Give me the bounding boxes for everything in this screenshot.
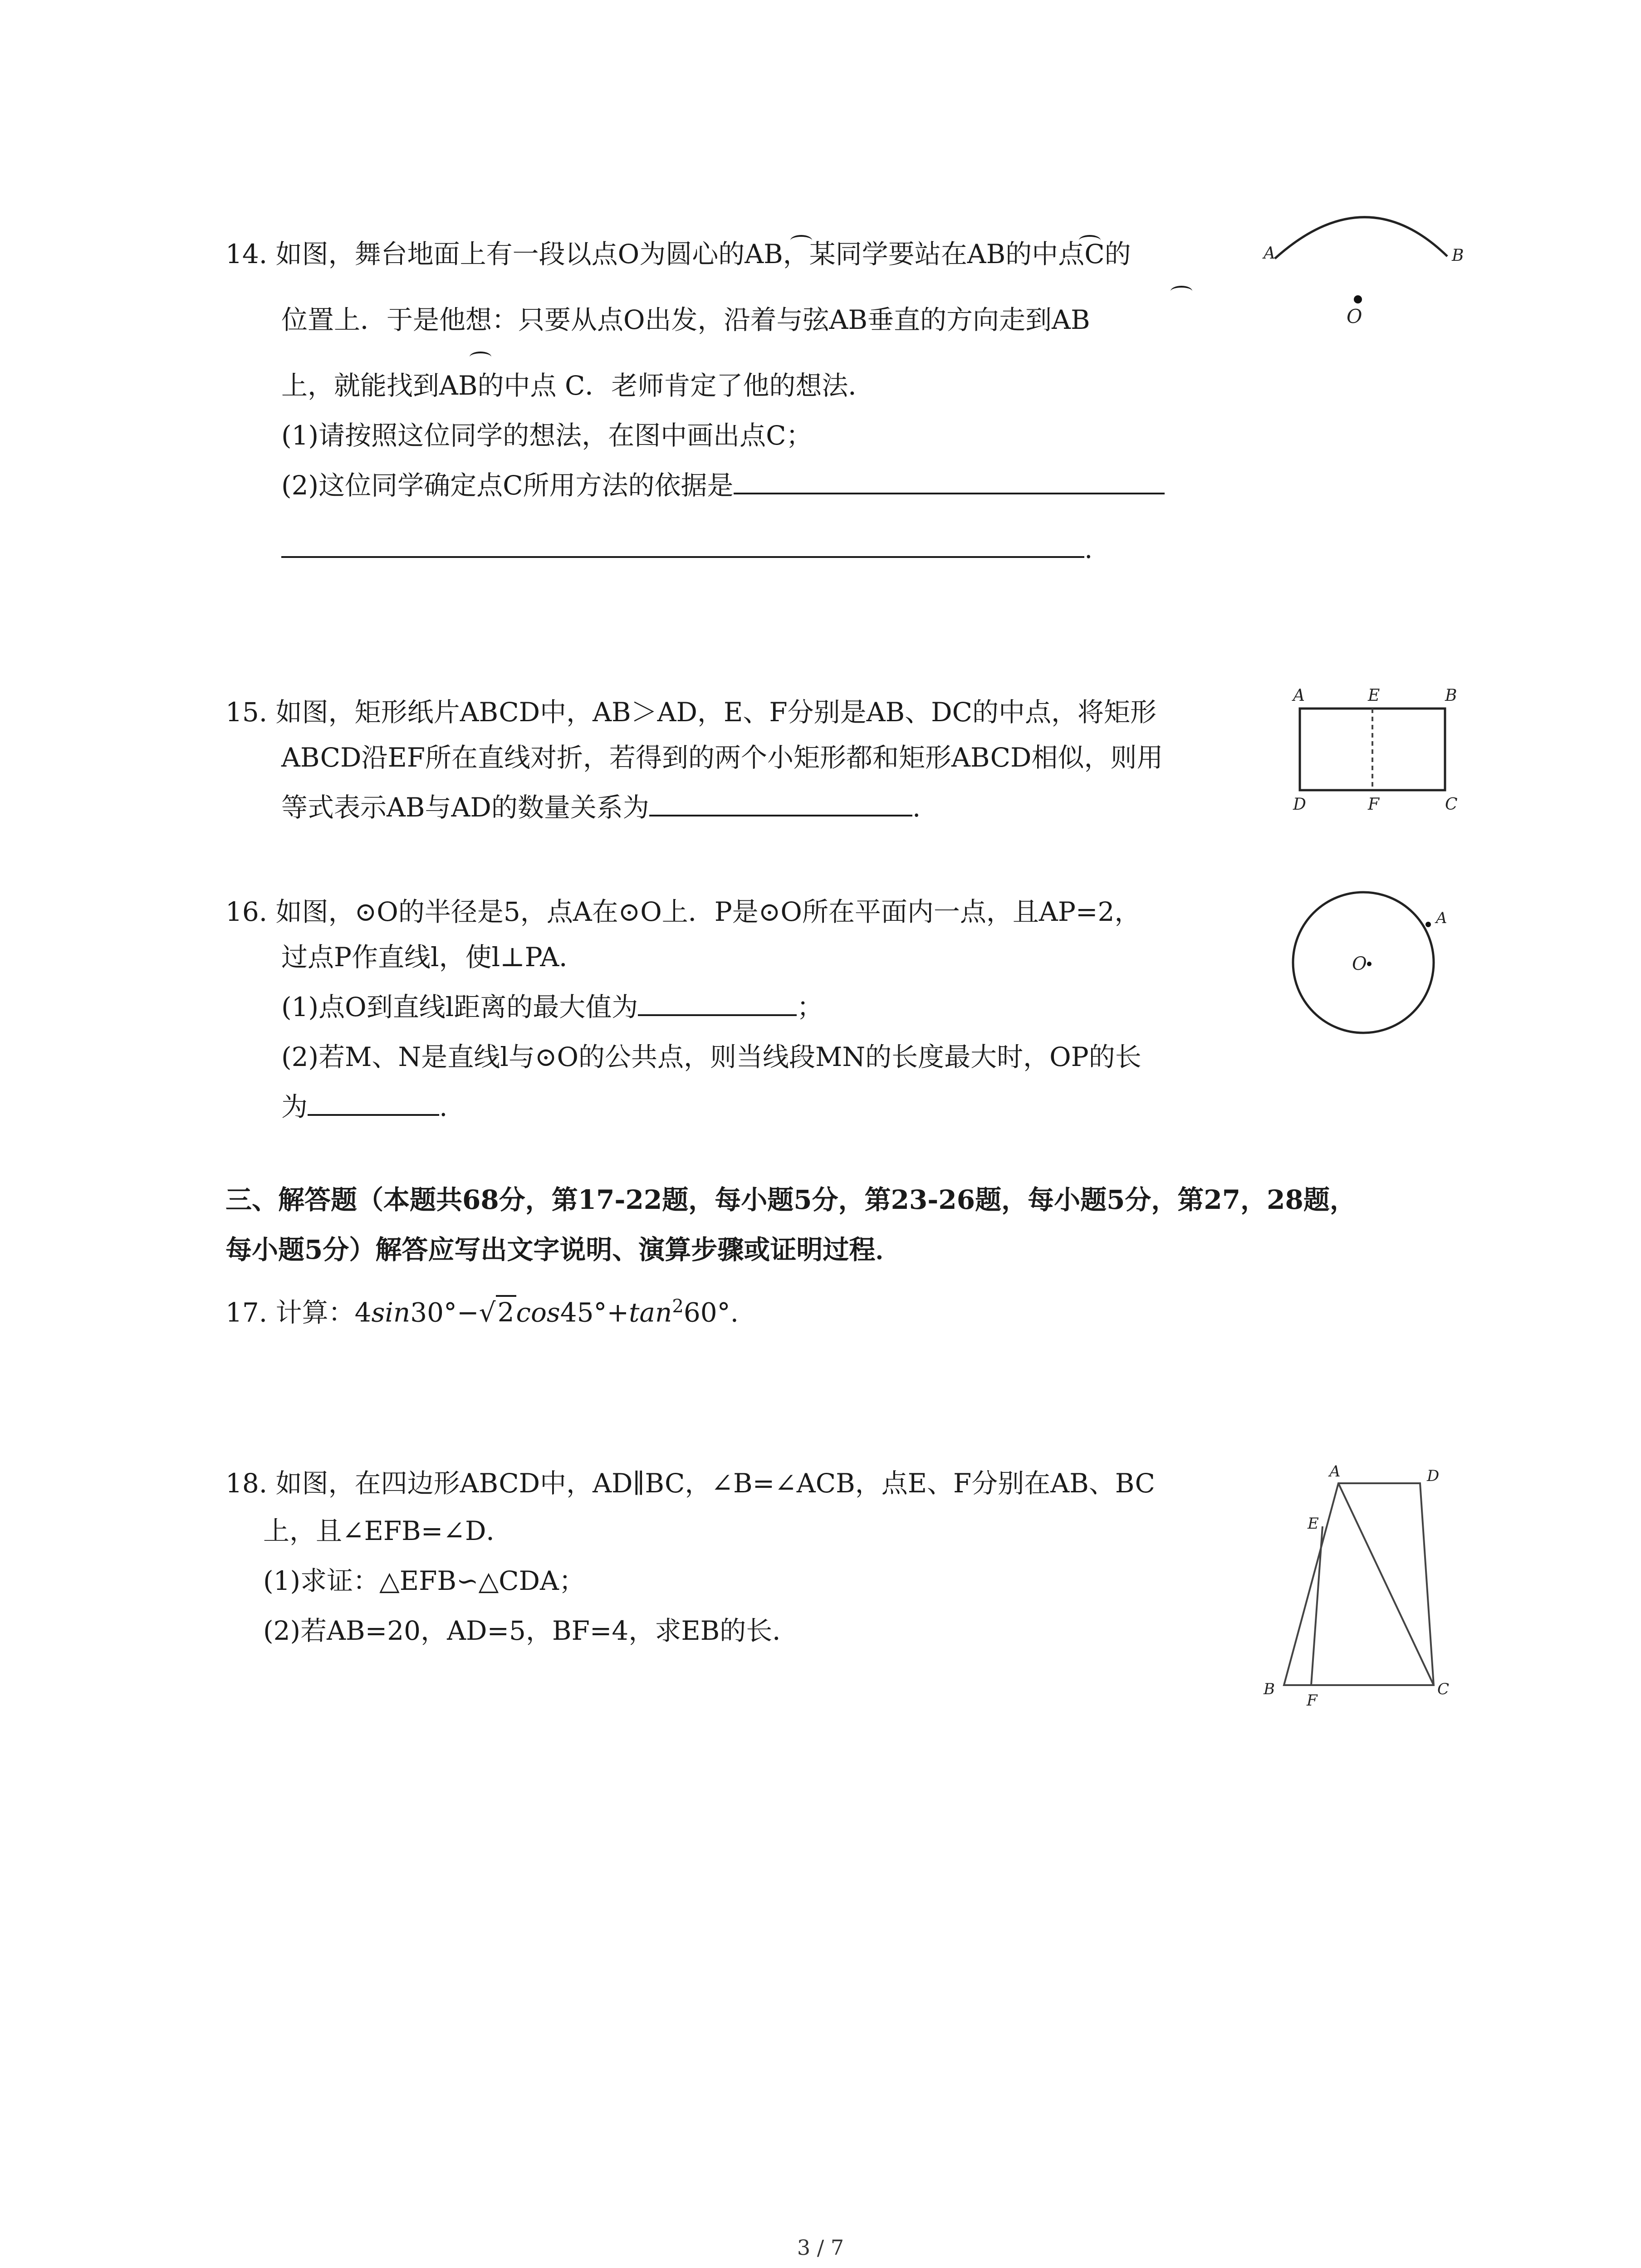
exponent: 2 xyxy=(672,1296,684,1317)
label-c: C xyxy=(1445,795,1458,814)
angle-30: 30°− xyxy=(410,1297,479,1328)
sqrt-sign: √ xyxy=(479,1297,496,1328)
label-f: F xyxy=(1307,1691,1318,1710)
label-e: E xyxy=(1368,686,1380,705)
q14-end: . xyxy=(1084,533,1093,564)
q14-line-1: 14. 如图，舞台地面上有一段以点O为圆心的AB，某同学要站在AB的中点C的 xyxy=(225,239,1131,269)
q15-end: . xyxy=(912,792,921,823)
label-a: A xyxy=(1293,686,1305,705)
answer-blank[interactable] xyxy=(638,989,797,1016)
label-f: F xyxy=(1368,795,1379,814)
label-o: O xyxy=(1347,305,1362,327)
label-b: B xyxy=(1452,246,1464,265)
q14-question-2: (2)这位同学确定点C所用方法的依据是 xyxy=(281,470,734,501)
q14-line-5 xyxy=(281,467,1165,503)
label-b: B xyxy=(1264,1680,1275,1698)
angle-60: 60°. xyxy=(683,1297,739,1328)
q14-line-6 xyxy=(281,531,1092,567)
q15-line-1: 15. 如图，矩形纸片ABCD中，AB＞AD，E、F分别是AB、DC的中点，将矩形 xyxy=(225,697,1157,728)
q18-line-1: 18. 如图，在四边形ABCD中，AD∥BC，∠B=∠ACB，点E、F分别在AB、BC xyxy=(225,1468,1155,1499)
angle-45: 45°+ xyxy=(560,1297,629,1328)
label-b: B xyxy=(1445,686,1457,705)
q15-line-2: ABCD沿EF所在直线对折，若得到的两个小矩形都和矩形ABCD相似，则用 xyxy=(281,742,1163,773)
arc-mark xyxy=(790,235,812,246)
section-3-heading-line-1: 三、解答题（本题共68分，第17-22题，每小题5分，第23-26题，每小题5分，第27，28题， xyxy=(225,1184,1356,1215)
q18-quadrilateral-figure xyxy=(1257,1456,1470,1710)
q17-line xyxy=(225,1288,739,1330)
q16-question-2: 为 xyxy=(281,1091,308,1122)
q16-question-1: (1)点O到直线l距离的最大值为 xyxy=(281,992,638,1022)
arc-mark xyxy=(1171,286,1192,297)
label-a: A xyxy=(1264,244,1275,263)
q18-line-3: (1)求证：△EFB∽△CDA； xyxy=(263,1565,585,1596)
page-number: 3 / 7 xyxy=(797,2235,844,2260)
q14-arc-figure xyxy=(1261,204,1470,340)
q14-line-2: 位置上．于是他想：只要从点O出发，沿着与弦AB垂直的方向走到AB xyxy=(281,304,1090,335)
quad-abcd xyxy=(1284,1483,1434,1685)
label-d: D xyxy=(1293,795,1306,814)
q18-line-2: 上，且∠EFB=∠D． xyxy=(263,1515,513,1546)
point-o xyxy=(1354,295,1362,303)
q18-line-4: (2)若AB=20，AD=5，BF=4，求EB的长． xyxy=(263,1615,799,1646)
answer-blank[interactable] xyxy=(281,531,1084,558)
section-3-heading-line-2: 每小题5分）解答应写出文字说明、演算步骤或证明过程． xyxy=(225,1234,902,1265)
q16-line-5 xyxy=(281,1089,447,1125)
arc-ab xyxy=(1275,217,1447,259)
label-e: E xyxy=(1308,1515,1319,1533)
label-a: A xyxy=(1329,1462,1341,1481)
q17-prefix: 17. 计算：4 xyxy=(225,1297,372,1328)
q16-line-1: 16. 如图，⊙O的半径是5，点A在⊙O上．P是⊙O所在平面内一点，且AP=2， xyxy=(225,896,1141,927)
point-a xyxy=(1425,922,1431,927)
point-o xyxy=(1367,962,1372,966)
q16-line-4: (2)若M、N是直线l与⊙O的公共点，则当线段MN的长度最大时，OP的长 xyxy=(281,1041,1141,1072)
q16-circle-figure xyxy=(1288,889,1470,1039)
q16-q1-end: ； xyxy=(797,992,823,1022)
q14-line-4: (1)请按照这位同学的想法，在图中画出点C； xyxy=(281,420,813,451)
sin-function: sin xyxy=(371,1297,411,1328)
q16-line-2: 过点P作直线l，使l⊥PA． xyxy=(281,942,586,973)
answer-blank[interactable] xyxy=(649,789,912,816)
segment-ef xyxy=(1311,1526,1323,1685)
sqrt-radicand: 2 xyxy=(496,1295,516,1328)
label-a: A xyxy=(1436,909,1447,927)
q16-line-3 xyxy=(281,989,823,1025)
q15-question: 等式表示AB与AD的数量关系为 xyxy=(281,792,649,823)
answer-blank[interactable] xyxy=(308,1089,439,1116)
q14-line-3: 上，就能找到AB的中点 C．老师肯定了他的想法． xyxy=(281,370,875,401)
q15-rectangle-figure xyxy=(1279,680,1470,816)
arc-mark xyxy=(1079,235,1101,246)
label-d: D xyxy=(1427,1467,1440,1485)
q16-end: . xyxy=(439,1091,448,1122)
answer-blank[interactable] xyxy=(734,467,1165,494)
diagonal-ac xyxy=(1338,1483,1434,1685)
cos-function: cos xyxy=(516,1297,560,1328)
label-c: C xyxy=(1437,1680,1450,1698)
arc-mark xyxy=(470,352,491,362)
q15-line-3 xyxy=(281,789,921,826)
label-o: O xyxy=(1352,953,1367,974)
tan-function: tan xyxy=(629,1297,672,1328)
